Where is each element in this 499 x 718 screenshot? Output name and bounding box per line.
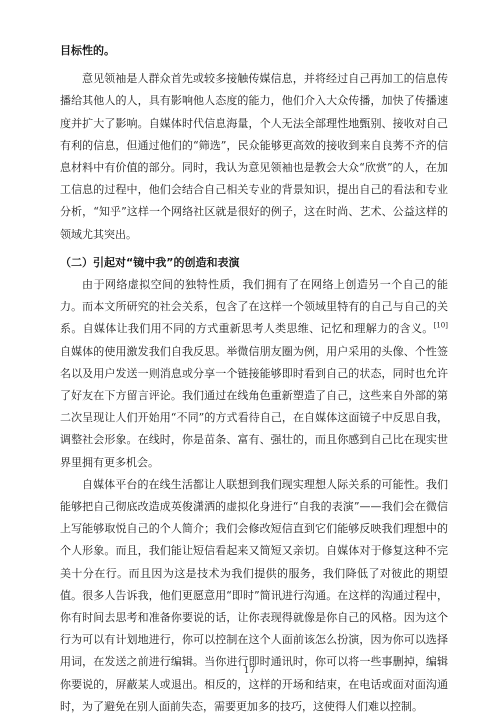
lead-line: 目标性的。 (60, 44, 115, 57)
paragraph-virtual-self-part-1: 由于网络虚拟空间的独特性质，我们拥有了在网络上创造另一个自己的能力。而本文所研究的社会关系，包含了在这样一个领域里特有的自己与自己的关系。自媒体让我们用不同的方式重新思考人类思维、记忆和理解力的含义。 (60, 278, 448, 336)
paragraph-virtual-self (60, 274, 448, 474)
citation-reference: [10] (433, 321, 448, 330)
page-body (60, 40, 448, 718)
section-heading: （二）引起对“镜中我”的创造和表演 (60, 255, 240, 269)
paragraph-self-performance: 自媒体平台的在线生活都让人联想到我们现实理想人际关系的可能性。我们能够把自己彻底改造成英俊潇洒的虚拟化身进行“自我的表演”——我们会在微信上写能够取悦自己的个人简介；我们会修改短信直到它们能够反映我们理想中的个人形象。而且，我们能让短信看起来又简短又亲切。自媒体对于修复这种不完美十分在行。而且因为这是技术为我们提供的服务，我们降低了对彼此的期望值。很多人告诉我，他们更愿意用“即时”简讯进行沟通。在这样的沟通过程中，你有时间去思考和准备你要说的话，让你表现得就像是你自己的风格。因为这个行为可以有计划地进行，你可以控制在这个人面前该怎么扮演，因为你可以选择用词，在发送之前进行编辑。当你进行即时通讯时，你可以将一些事删掉，编辑你要说的，屏蔽某人或退出。相反的，这样的开场和结束，在电话或面对面沟通时，为了避免在别人面前失态，需要更加多的技巧，这使得人们难以控制。 (60, 477, 448, 713)
paragraph-virtual-self-part-2: 自媒体的使用激发我们自我反思。举微信朋友圈为例，用户采用的头像、个性签名以及用户发送一则消息或分享一个链接能够即时看到自己的状态，同时也允许了好友在下方留言评论。我们通过在线角色重新塑造了自己，这些来自外部的第二次呈现让人们开始用“不同”的方式看待自己，在自媒体这面镜子中反思自我，调整社会形象。在线时，你是苗条、富有、强壮的，而且你感到自己比在现实世界里拥有更多机会。 (60, 344, 448, 469)
paragraph-opinion-leaders: 意见领袖是人群众首先或较多接触传媒信息，并将经过自己再加工的信息传播给其他人的人，具有影响他人态度的能力，他们介入大众传播，加快了传播速度并扩大了影响。自媒体时代信息海量，个人无法全部理性地甄别、接收对自己有利的信息，但通过他们的“筛选”，民众能够更高效的接收到来自良莠不齐的信息材料中有价值的部分。同时，我认为意见领袖也是教会大众“欣赏”的人，在加工信息的过程中，他们会结合自己相关专业的背景知识，提出自己的看法和专业分析，“知乎”这样一个网络社区就是很好的例子，这在时尚、艺术、公益这样的领域尤其突出。 (60, 72, 448, 241)
page-number: 17 (243, 666, 256, 676)
